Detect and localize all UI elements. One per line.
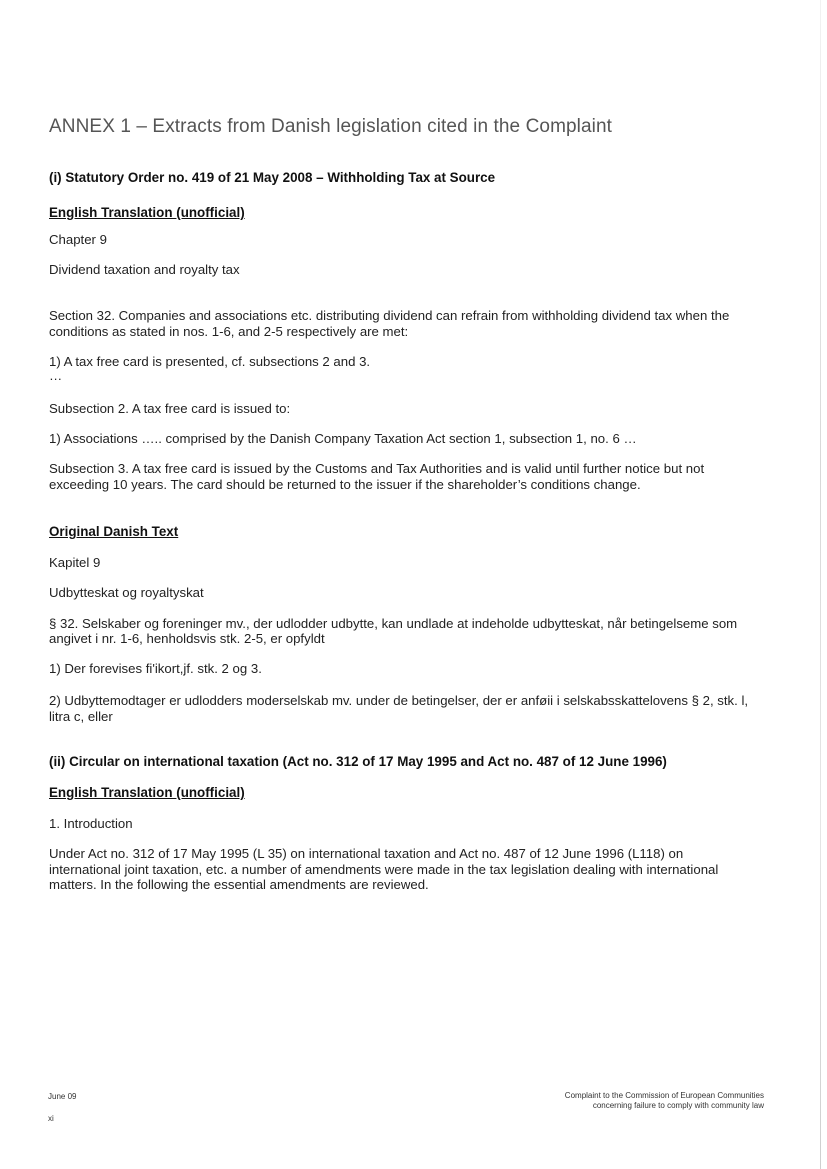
page-title: ANNEX 1 – Extracts from Danish legislation cited in the Complaint (49, 116, 613, 137)
danish-item-2-line-2: litra c, eller (49, 709, 113, 724)
introduction-line-3: matters. In the following the essential amendments are reviewed. (49, 877, 429, 892)
introduction-line-2: international joint taxation, etc. a number of amendments were made in the tax legislation dealing with international (49, 862, 719, 877)
footer-complaint-line-2: concerning failure to comply with community law (592, 1101, 764, 1110)
footer-page-number: xi (48, 1114, 54, 1123)
footer-date: June 09 (48, 1092, 77, 1101)
section32-item-1: 1) A tax free card is presented, cf. subsections 2 and 3. (49, 354, 371, 369)
subsection-3-line-1: Subsection 3. A tax free card is issued by the Customs and Tax Authorities and is valid until further notice but not (49, 461, 705, 476)
danish-item-2-line-1: 2) Udbyttemodtager er udlodders moderselskab mv. under de betingelser, der er anføii i selskabsskattelovens § 2, stk. l, (49, 693, 749, 708)
original-danish-label: Original Danish Text (49, 524, 179, 539)
omission-ellipsis: … (49, 368, 63, 383)
section-heading-statutory-order: (i) Statutory Order no. 419 of 21 May 2008 – Withholding Tax at Source (49, 170, 496, 185)
danish-para32-line-2: angivet i nr. 1-6, henholdsvis stk. 2-5, er opfyldt (49, 631, 325, 646)
subsection-2: Subsection 2. A tax free card is issued to: (49, 401, 291, 416)
english-translation-label-2: English Translation (unofficial) (49, 785, 245, 800)
footer-complaint-line-1: Complaint to the Commission of European Communities (564, 1091, 764, 1100)
section-heading-circular: (ii) Circular on international taxation (Act no. 312 of 17 May 1995 and Act no. 487 of 12 June 1996) (49, 754, 667, 769)
scan-edge (820, 0, 821, 1169)
english-translation-label: English Translation (unofficial) (49, 205, 245, 220)
section32-line-1: Section 32. Companies and associations etc. distributing dividend can refrain from withholding dividend tax when the (49, 308, 730, 323)
section32-line-2: conditions as stated in nos. 1-6, and 2-5 respectively are met: (49, 324, 409, 339)
subsection-2-item-1: 1) Associations ….. comprised by the Danish Company Taxation Act section 1, subsection 1, no. 6 … (49, 431, 637, 446)
danish-subtitle: Udbytteskat og royaltyskat (49, 585, 204, 600)
danish-chapter: Kapitel 9 (49, 555, 101, 570)
subsection-3-line-2: exceeding 10 years. The card should be returned to the issuer if the shareholder’s conditions change. (49, 477, 641, 492)
chapter-label: Chapter 9 (49, 232, 107, 247)
introduction-line-1: Under Act no. 312 of 17 May 1995 (L 35) on international taxation and Act no. 487 of 12 June 1996 (L118) on (49, 846, 684, 861)
danish-item-1: 1) Der forevises fi'ikort,jf. stk. 2 og 3. (49, 661, 262, 676)
chapter-subtitle: Dividend taxation and royalty tax (49, 262, 240, 277)
introduction-heading: 1. Introduction (49, 816, 133, 831)
danish-para32-line-1: § 32. Selskaber og foreninger mv., der udlodder udbytte, kan undlade at indeholde udbytteskat, når betingelseme som (49, 616, 738, 631)
